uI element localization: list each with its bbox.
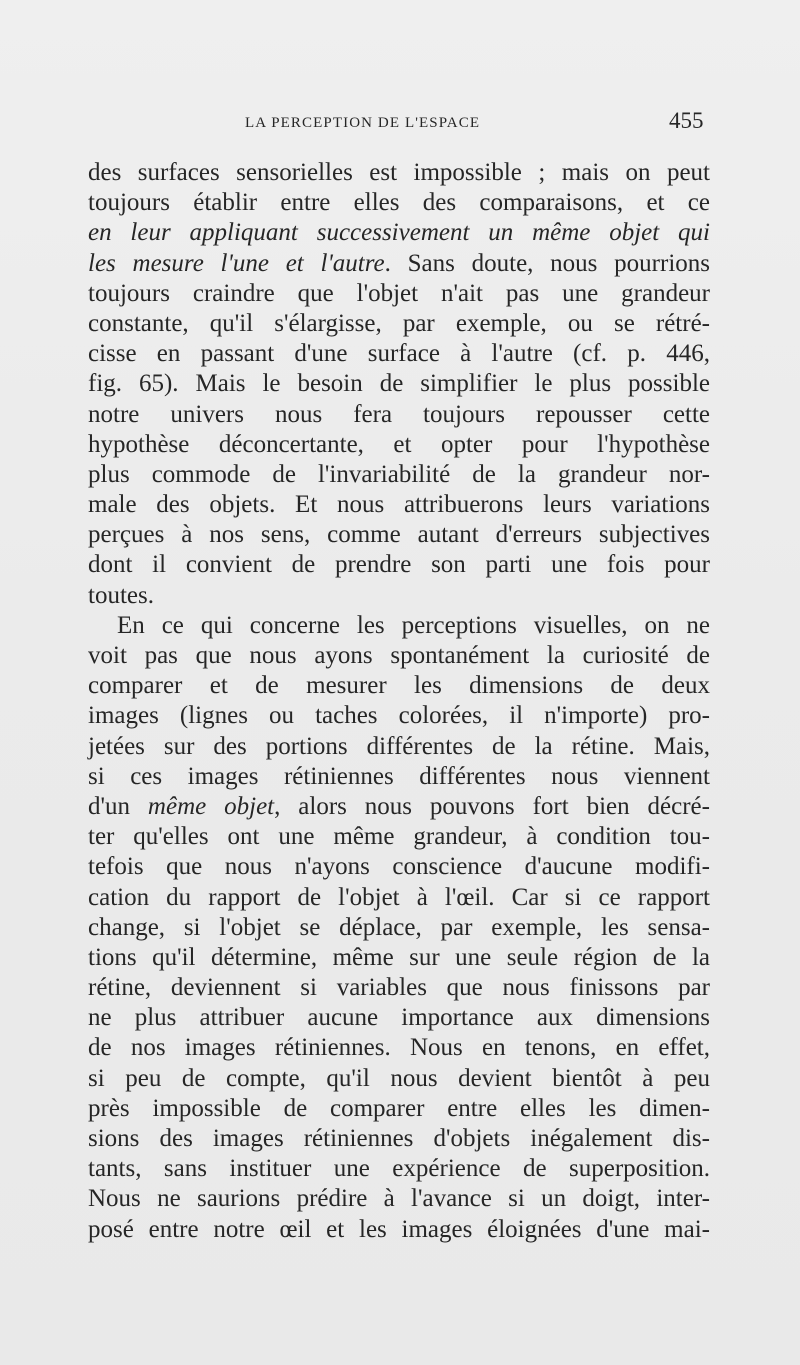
- text-line: En ce qui concerne les perceptions visuelles, on ne: [117, 611, 710, 639]
- text-line: fig. 65). Mais le besoin de simplifier le plus possible: [88, 370, 710, 398]
- text-line: plus commode de l'invariabilité de la grandeur nor-: [88, 460, 710, 488]
- text-line: perçues à nos sens, comme autant d'erreurs subjectives: [88, 521, 710, 549]
- text-line: male des objets. Et nous attribuerons leurs variations: [88, 491, 710, 519]
- text-line: Nous ne saurions prédire à l'avance si un doigt, inter-: [88, 1185, 710, 1213]
- text-line: [88, 249, 710, 279]
- text-line: sions des images rétiniennes d'objets inégalement dis-: [88, 1125, 710, 1152]
- text-line: dont il convient de prendre son parti une fois pour: [88, 551, 710, 579]
- text-line: jetées sur des portions différentes de la rétine. Mais,: [88, 732, 710, 760]
- text-line: constante, qu'il s'élargisse, par exemple, ou se rétré-: [88, 309, 710, 337]
- text-line: si ces images rétiniennes différentes nous viennent: [88, 762, 710, 790]
- text-line: change, si l'objet se déplace, par exemple, les sensa-: [88, 913, 710, 941]
- text-line: hypothèse déconcertante, et opter pour l'hypothèse: [88, 430, 710, 458]
- text-line: de nos images rétiniennes. Nous en tenons, en effet,: [88, 1034, 710, 1062]
- text-line: images (lignes ou taches colorées, il n'importe) pro-: [88, 702, 710, 730]
- text-segment: d'un: [88, 792, 148, 820]
- text-segment: . Sans doute, nous pourrions: [384, 249, 710, 277]
- text-line: tefois que nous n'ayons conscience d'aucune modifi-: [88, 853, 710, 881]
- text-segment: , alors nous pouvons fort bien décré-: [274, 792, 710, 820]
- text-line: près impossible de comparer entre elles les dimen-: [88, 1094, 710, 1122]
- text-line: ter qu'elles ont une même grandeur, à condition tou-: [88, 823, 710, 851]
- text-line: tions qu'il détermine, même sur une seule région de la: [88, 943, 710, 971]
- text-line: toutes.: [88, 581, 154, 609]
- text-line: toujours craindre que l'objet n'ait pas une grandeur: [88, 279, 710, 307]
- text-line: rétine, deviennent si variables que nous finissons par: [88, 974, 710, 1002]
- text-line: [88, 218, 710, 248]
- text-line: comparer et de mesurer les dimensions de deux: [88, 672, 710, 700]
- text-line: ne plus attribuer aucune importance aux dimensions: [88, 1004, 710, 1032]
- text-line: [88, 792, 710, 822]
- text-line: des surfaces sensorielles est impossible ; mais on peut: [88, 159, 710, 186]
- text-line: toujours établir entre elles des comparaisons, et ce: [88, 189, 710, 217]
- italic-text: en leur appliquant successivement un même objet qui: [88, 219, 710, 247]
- text-line: posé entre notre œil et les images éloignées d'une mai-: [88, 1215, 710, 1243]
- italic-text: les mesure l'une et l'autre: [88, 249, 385, 277]
- text-line: si peu de compte, qu'il nous devient bientôt à peu: [88, 1064, 710, 1092]
- italic-text: même objet: [147, 792, 275, 820]
- text-line: tants, sans instituer une expérience de superposition.: [88, 1155, 710, 1183]
- text-line: voit pas que nous ayons spontanément la curiosité de: [88, 642, 710, 669]
- text-line: notre univers nous fera toujours repousser cette: [88, 400, 710, 428]
- page-number: 455: [669, 108, 704, 133]
- text-line: cation du rapport de l'objet à l'œil. Car si ce rapport: [88, 883, 710, 911]
- body-text: [88, 158, 710, 1245]
- text-line: cisse en passant d'une surface à l'autre (cf. p. 446,: [88, 340, 710, 368]
- running-title: LA PERCEPTION DE L'ESPACE: [245, 115, 481, 131]
